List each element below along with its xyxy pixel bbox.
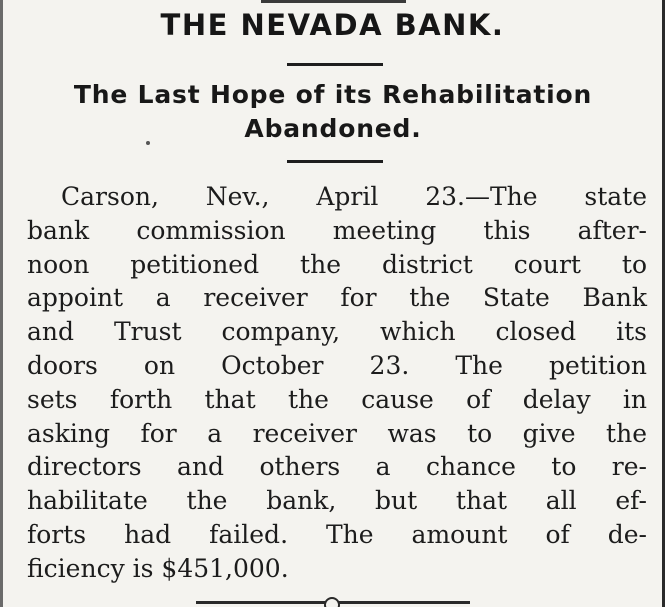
body-line: bank commission meeting this after- xyxy=(27,215,647,245)
body-line: noon petitioned the district court to xyxy=(27,249,647,279)
body-line: doors on October 23. The petition xyxy=(27,350,647,380)
body-line: appoint a receiver for the State Bank xyxy=(27,283,647,313)
body-line: and Trust company, which closed its xyxy=(27,317,647,347)
body-line: directors and others a chance to re- xyxy=(27,452,647,482)
headline: THE NEVADA BANK. xyxy=(160,8,505,42)
body-line: asking for a receiver was to give the xyxy=(27,418,647,448)
article-body xyxy=(27,180,647,586)
ink-speck xyxy=(146,141,150,145)
body-line: habilitate the bank, but that all ef- xyxy=(27,486,647,516)
subheadline-line: The Last Hope of its Rehabilitation xyxy=(73,80,593,109)
ornament-ring-icon xyxy=(324,597,340,607)
top-rule xyxy=(261,0,406,3)
body-line: forts had failed. The amount of de- xyxy=(27,519,647,549)
body-line: Carson, Nev., April 23.—The state xyxy=(61,182,647,211)
bottom-ornament-rule xyxy=(196,597,470,607)
subheadline-line: Abandoned. xyxy=(244,114,422,143)
body-line: sets forth that the cause of delay in xyxy=(27,384,647,414)
headline-divider xyxy=(287,63,383,66)
body-line: ficiency is $451,000. xyxy=(27,553,289,583)
subheadline-divider xyxy=(287,160,383,163)
subheadline xyxy=(13,78,653,146)
